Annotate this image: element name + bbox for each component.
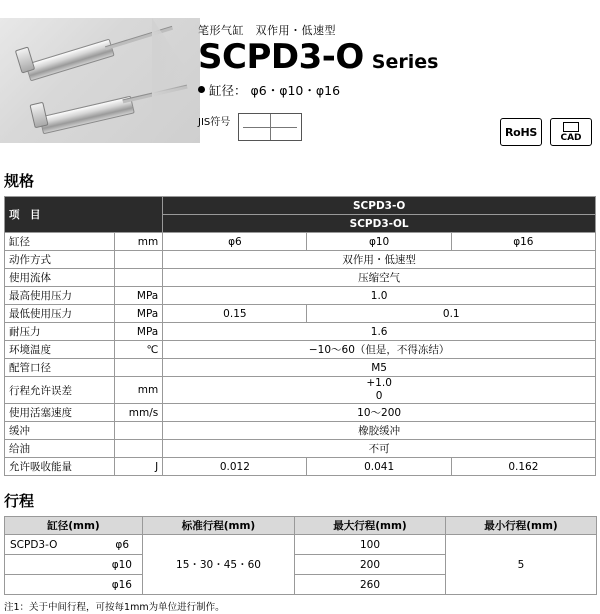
spec-unit: MPa	[115, 323, 163, 341]
spec-header-model-1: SCPD3-O	[163, 197, 596, 215]
spec-value: 不可	[163, 440, 596, 458]
spec-value: φ16	[451, 233, 595, 251]
stroke-max-value: 200	[295, 555, 446, 575]
cylinder-lower-body	[39, 96, 135, 135]
stroke-min-value: 5	[446, 535, 597, 595]
table-row	[5, 323, 596, 341]
header-text-block	[198, 22, 528, 141]
spec-label: 动作方式	[5, 251, 115, 269]
spec-header-model-2: SCPD3-OL	[163, 215, 596, 233]
table-row	[5, 359, 596, 377]
spec-value: 0.162	[451, 458, 595, 476]
cylinder-lower-cap	[29, 102, 48, 129]
table-row	[5, 251, 596, 269]
spec-label: 允许吸收能量	[5, 458, 115, 476]
spec-unit	[115, 269, 163, 287]
stroke-note: 注1：关于中间行程，可按每1mm为单位进行制作。	[4, 602, 225, 613]
stroke-bore-value: φ16	[5, 575, 143, 595]
table-row	[5, 458, 596, 476]
spec-unit	[115, 251, 163, 269]
spec-label: 配管口径	[5, 359, 115, 377]
stroke-max-value: 100	[295, 535, 446, 555]
spec-section-title: 规格	[4, 172, 35, 190]
spec-table	[4, 196, 596, 476]
spec-unit: MPa	[115, 305, 163, 323]
page-header	[0, 0, 600, 160]
spec-label: 最高使用压力	[5, 287, 115, 305]
table-row	[5, 422, 596, 440]
stroke-header-standard: 标准行程(mm)	[143, 517, 295, 535]
series-word: Series	[371, 51, 439, 73]
cad-badge	[550, 118, 592, 146]
spec-value-tolerance-upper: +1.0	[163, 377, 596, 391]
bullet-icon	[198, 86, 205, 93]
spec-value: φ10	[307, 233, 451, 251]
spec-label: 使用流体	[5, 269, 115, 287]
spec-value: 0.15	[163, 305, 307, 323]
spec-unit: mm	[115, 233, 163, 251]
rohs-badge: RoHS	[500, 118, 542, 146]
table-row	[5, 377, 596, 391]
spec-value: 0.041	[307, 458, 451, 476]
product-subtitle: 笔形气缸 双作用・低速型	[198, 24, 336, 37]
spec-value: 10～200	[163, 404, 596, 422]
stroke-header-min: 最小行程(mm)	[446, 517, 597, 535]
jis-symbol-diagram	[238, 113, 302, 141]
bore-line	[198, 81, 528, 99]
spec-value: M5	[163, 359, 596, 377]
spec-value: 0.1	[307, 305, 596, 323]
table-row	[5, 305, 596, 323]
stroke-standard-value: 15・30・45・60	[143, 535, 295, 595]
jis-line	[198, 113, 528, 141]
stroke-bore-cell	[5, 535, 143, 555]
spec-label: 给油	[5, 440, 115, 458]
spec-value: 0.012	[163, 458, 307, 476]
cylinder-upper-cap	[15, 46, 35, 73]
table-row	[5, 341, 596, 359]
spec-value: φ6	[163, 233, 307, 251]
stroke-table	[4, 516, 597, 595]
spec-label: 缓冲	[5, 422, 115, 440]
spec-header-item: 项 目	[5, 197, 163, 233]
table-row	[5, 269, 596, 287]
spec-label: 使用活塞速度	[5, 404, 115, 422]
bore-values: φ6・φ10・φ16	[250, 82, 341, 98]
spec-label: 缸径	[5, 233, 115, 251]
stroke-model-label: SCPD3-O	[10, 538, 58, 551]
stroke-max-value: 260	[295, 575, 446, 595]
series-line	[198, 37, 528, 77]
series-name: SCPD3-O	[198, 37, 364, 77]
spec-label: 环境温度	[5, 341, 115, 359]
table-row	[5, 404, 596, 422]
spec-unit: mm/s	[115, 404, 163, 422]
table-row	[5, 440, 596, 458]
spec-value: −10～60（但是，不得冻结）	[163, 341, 596, 359]
table-row	[5, 287, 596, 305]
jis-label: JIS符号	[198, 116, 231, 128]
bore-label: 缸径：	[209, 82, 247, 98]
certification-badges	[500, 118, 592, 146]
table-row	[5, 233, 596, 251]
spec-label: 耐压力	[5, 323, 115, 341]
spec-unit: mm	[115, 377, 163, 404]
monitor-icon	[563, 122, 579, 132]
cylinder-upper-body	[25, 39, 114, 82]
spec-unit	[115, 359, 163, 377]
stroke-bore-value: φ10	[5, 555, 143, 575]
spec-value-tolerance-lower: 0	[163, 390, 596, 404]
spec-header-row	[5, 197, 596, 215]
spec-label: 最低使用压力	[5, 305, 115, 323]
stroke-header-bore: 缸径(mm)	[5, 517, 143, 535]
stroke-bore-value: φ6	[115, 538, 129, 551]
stroke-header-row	[5, 517, 597, 535]
spec-value: 压缩空气	[163, 269, 596, 287]
spec-unit	[115, 422, 163, 440]
spec-value: 1.6	[163, 323, 596, 341]
spec-value: 1.0	[163, 287, 596, 305]
spec-value: 双作用・低速型	[163, 251, 596, 269]
spec-unit	[115, 440, 163, 458]
spec-unit: MPa	[115, 287, 163, 305]
spec-value: 橡胶缓冲	[163, 422, 596, 440]
spec-label: 行程允许误差	[5, 377, 115, 404]
stroke-section-title: 行程	[4, 492, 35, 510]
table-row	[5, 535, 597, 555]
spec-unit: ℃	[115, 341, 163, 359]
cad-badge-label: CAD	[560, 132, 582, 143]
stroke-header-max: 最大行程(mm)	[295, 517, 446, 535]
spec-unit: J	[115, 458, 163, 476]
